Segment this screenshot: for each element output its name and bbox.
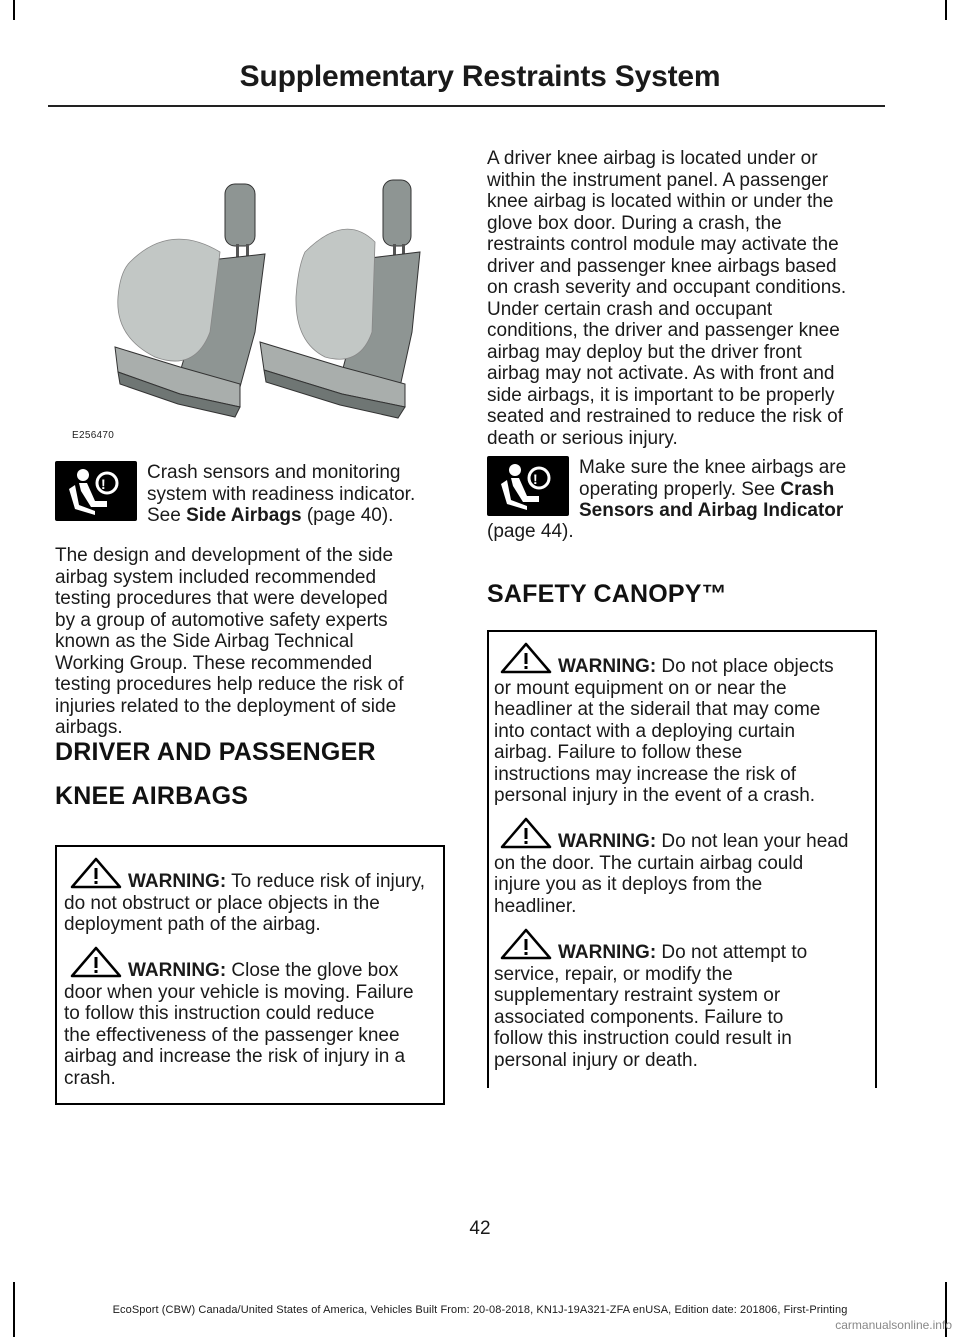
knee-airbag-paragraph (487, 148, 887, 449)
warning-line: deployment path of the airbag. (64, 914, 321, 935)
svg-text:!: ! (533, 471, 538, 487)
warning-triangle-icon (500, 642, 552, 674)
page-number: 42 (469, 1218, 491, 1239)
edition-line: EcoSport (CBW) Canada/United States of America, Vehicles Built From: 20-08-2018, KN1J-19A321-ZFA enUSA, Edition date: 201806, First-Printing (112, 1304, 848, 1316)
warning-label: WARNING: (558, 942, 657, 963)
side-airbag-seat-figure (60, 172, 440, 442)
knee-indicator-description (579, 457, 889, 522)
paragraph-line: restraints control module may activate the (487, 234, 839, 255)
warning-first-line (494, 817, 872, 853)
canopy-warning-3 (494, 928, 872, 1071)
warning-line: injure you as it deploys from the (494, 874, 763, 895)
knee-airbag-indicator-icon (487, 456, 569, 516)
warning-triangle-icon (500, 928, 552, 960)
warning-triangle-icon (70, 946, 122, 978)
heading-line-2: KNEE AIRBAGS (55, 782, 249, 810)
warning-triangle-icon (500, 817, 552, 849)
warning-line: airbag and increase the risk of injury in a (64, 1046, 406, 1067)
paragraph-line: seated and restrained to reduce the risk of (487, 406, 843, 427)
paragraph-line: death or serious injury. (487, 427, 678, 449)
warning-text: To reduce risk of injury, (226, 871, 426, 892)
warning-line: the effectiveness of the passenger knee (64, 1024, 400, 1046)
warning-line: into contact with a deploying curtain (494, 720, 796, 742)
paragraph-line: Under certain crash and occupant (487, 298, 773, 320)
warning-first-line (494, 928, 872, 964)
warning-label: WARNING: (128, 960, 227, 981)
warning-line: personal injury in the event of a crash. (494, 785, 816, 806)
warning-line: door when your vehicle is moving. Failure (64, 981, 414, 1003)
indicator-line-2: system with readiness indicator. (147, 483, 416, 505)
warning-label: WARNING: (558, 831, 657, 852)
paragraph-line: airbag may not activate. As with front and (487, 363, 835, 384)
warning-line: supplementary restraint system or (494, 985, 781, 1006)
warning-line: do not obstruct or place objects in the (64, 892, 380, 914)
paragraph-line: injuries related to the deployment of side (55, 695, 397, 717)
warning-line: headliner at the siderail that may come (494, 699, 821, 720)
paragraph-line: conditions, the driver and passenger knee (487, 320, 840, 341)
warning-first-line (494, 642, 872, 678)
airbag-indicator-icon (55, 461, 137, 521)
warning-text: Close the glove box (226, 960, 399, 981)
warning-text: Do not attempt to (656, 942, 808, 963)
paragraph-line: Working Group. These recommended (55, 652, 373, 674)
figure-label: E256470 (72, 430, 115, 441)
seats-illustration (60, 172, 440, 442)
warning-line: headliner. (494, 895, 577, 917)
warning-triangle-icon (70, 857, 122, 889)
paragraph-line: airbag system included recommended (55, 566, 377, 588)
paragraph-line: side airbags, it is important to be properly (487, 384, 835, 406)
warning-line: follow this instruction could result in (494, 1028, 792, 1049)
canopy-warning-1 (494, 642, 872, 807)
indicator-line-1: Make sure the knee airbags are (579, 457, 847, 478)
warning-line: or mount equipment on or near the (494, 677, 787, 699)
indicator-line-3 (147, 505, 447, 527)
warning-label: WARNING: (558, 656, 657, 677)
paragraph-line: The design and development of the side (55, 545, 394, 566)
warning-line: instructions may increase the risk of (494, 763, 797, 785)
warning-line: crash. (64, 1067, 116, 1089)
warning-line: associated components. Failure to (494, 1006, 784, 1028)
warning-line: service, repair, or modify the (494, 963, 733, 985)
warning-line: personal injury or death. (494, 1049, 698, 1071)
paragraph-line: airbags. (55, 717, 123, 738)
paragraph-line: on crash severity and occupant conditions. (487, 277, 847, 298)
warning-line: airbag. Failure to follow these (494, 742, 743, 763)
heading-line-1: DRIVER AND PASSENGER (55, 738, 376, 766)
crop-mark-top-right (945, 0, 947, 20)
knee-airbags-heading (55, 730, 445, 818)
indicator-line-1: Crash sensors and monitoring (147, 462, 401, 483)
safety-canopy-heading: SAFETY CANOPY™ (487, 580, 727, 608)
page-title: Supplementary Restraints System (239, 60, 721, 93)
crop-mark-top-left (13, 0, 15, 20)
title-rule (48, 105, 885, 107)
warning-line: to follow this instruction could reduce (64, 1003, 375, 1024)
paragraph-line: A driver knee airbag is located under or (487, 148, 818, 169)
warning-line: on the door. The curtain airbag could (494, 852, 804, 874)
warning-text: Do not place objects (656, 656, 834, 677)
warning-first-line (64, 946, 440, 982)
paragraph-line: airbag may deploy but the driver front (487, 341, 802, 363)
canopy-warning-2 (494, 817, 872, 917)
indicator-line-2 (579, 479, 889, 501)
paragraph-line: knee airbag is located within or under the (487, 191, 834, 212)
svg-text:!: ! (101, 476, 106, 492)
watermark[interactable]: carmanualsonline.info (835, 1318, 952, 1332)
see-prefix: See (147, 505, 187, 526)
page-reference: (page 40). (301, 505, 394, 526)
paragraph-line: within the instrument panel. A passenger (487, 169, 829, 191)
paragraph-line: testing procedures help reduce the risk of (55, 674, 404, 695)
side-airbag-paragraph (55, 545, 445, 739)
paragraph-line: driver and passenger knee airbags based (487, 255, 837, 277)
knee-page-reference: (page 44). (487, 521, 574, 542)
crash-sensors-link[interactable]: Crash (780, 478, 835, 500)
paragraph-line: by a group of automotive safety experts (55, 609, 388, 631)
paragraph-line: testing procedures that were developed (55, 588, 388, 609)
knee-warning-2 (64, 946, 440, 1089)
side-airbags-link[interactable]: Side Airbags (186, 505, 302, 526)
crash-sensors-link-cont[interactable]: Sensors and Airbag Indicator (579, 500, 844, 521)
see-prefix: operating properly. See (579, 478, 781, 500)
indicator-description (147, 462, 447, 527)
paragraph-line: known as the Side Airbag Technical (55, 631, 354, 652)
warning-text: Do not lean your head (656, 831, 849, 852)
warning-label: WARNING: (128, 871, 227, 892)
paragraph-line: glove box door. During a crash, the (487, 212, 782, 234)
warning-first-line (64, 857, 440, 893)
knee-warning-1 (64, 857, 440, 936)
